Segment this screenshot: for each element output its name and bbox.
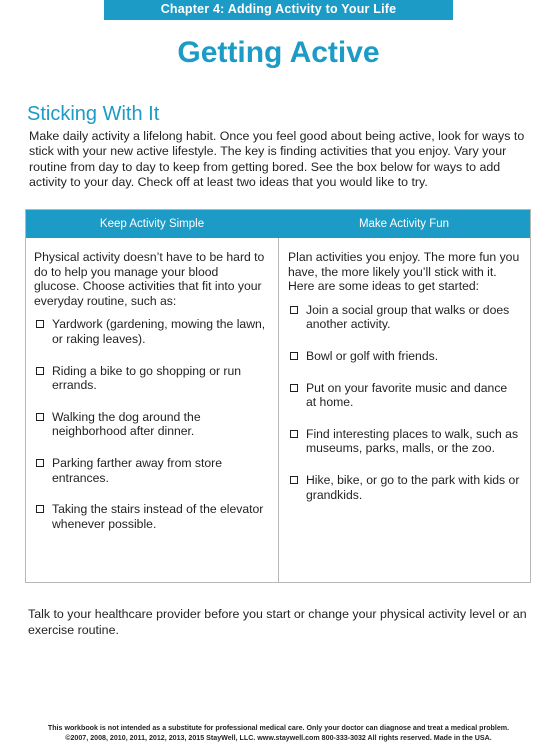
checklist-item-label: Join a social group that walks or does another activity. [306, 302, 510, 332]
keep-activity-simple-column [34, 250, 266, 548]
checkbox-icon[interactable] [290, 306, 298, 314]
checkbox-icon[interactable] [290, 384, 298, 392]
section-title: Sticking With It [27, 103, 160, 125]
checkbox-icon[interactable] [36, 320, 44, 328]
checklist-item-label: Yardwork (gardening, mowing the lawn, or raking leaves). [52, 317, 266, 346]
closing-note: Talk to your healthcare provider before you start or change your physical activity level or an exercise routine. [28, 607, 527, 637]
checklist-item[interactable] [34, 364, 266, 393]
checklist-item-label: Find interesting places to walk, such as museums, parks, malls, or the zoo. [306, 426, 519, 456]
checklist-item[interactable] [34, 410, 266, 439]
checklist-item[interactable] [288, 303, 520, 332]
checklist-item[interactable] [34, 456, 266, 485]
checklist-item[interactable] [288, 473, 520, 502]
checkbox-icon[interactable] [290, 352, 298, 360]
checkbox-icon[interactable] [290, 430, 298, 438]
checkbox-icon[interactable] [36, 459, 44, 467]
checklist-item-label: Put on your favorite music and dance at home. [306, 380, 508, 410]
checklist-item[interactable] [288, 381, 520, 410]
checkbox-icon[interactable] [36, 367, 44, 375]
section-intro: Make daily activity a lifelong habit. Once you feel good about being active, look for ways to stick with your new active lifestyle. The key is finding activities that you enjoy. Vary your routine from day to day to keep from getting bored. See the box below for ways to add activity to your day. Check off at least two ideas that you would like to try. [29, 129, 525, 190]
box-header [26, 210, 530, 238]
column-intro: Plan activities you enjoy. The more fun you have, the more likely you’ll stick with it. Here are some ideas to get started: [288, 250, 520, 294]
checklist-item-label: Taking the stairs instead of the elevator whenever possible. [52, 502, 264, 531]
footer [0, 724, 557, 743]
chapter-banner: Chapter 4: Adding Activity to Your Life [104, 0, 453, 20]
checklist-item[interactable] [288, 427, 520, 456]
checklist-item[interactable] [288, 349, 520, 364]
checklist-item[interactable] [34, 502, 266, 531]
heading-keep-activity-simple: Keep Activity Simple [99, 218, 205, 230]
checkbox-icon[interactable] [290, 476, 298, 484]
page-title: Getting Active [177, 36, 380, 69]
checklist-item-label: Hike, bike, or go to the park with kids or grandkids. [306, 472, 520, 502]
checklist [34, 317, 266, 531]
make-activity-fun-column [288, 250, 520, 519]
checklist-item-label: Riding a bike to go shopping or run errands. [52, 363, 242, 393]
disclaimer: This workbook is not intended as a substitute for professional medical care. Only your doctor can diagnose and treat a medical problem. [47, 724, 510, 732]
checklist-item-label: Bowl or golf with friends. [306, 348, 439, 363]
checklist-item-label: Parking farther away from store entrances. [52, 455, 223, 485]
checklist [288, 303, 520, 502]
checkbox-icon[interactable] [36, 505, 44, 513]
heading-make-activity-fun: Make Activity Fun [358, 218, 450, 230]
copyright: ©2007, 2008, 2010, 2011, 2012, 2013, 2015 StayWell, LLC. www.staywell.com 800-333-3032 All rights reserved. Made in the USA. [65, 733, 492, 742]
activity-ideas-box [25, 209, 531, 583]
checkbox-icon[interactable] [36, 413, 44, 421]
checklist-item[interactable] [34, 317, 266, 346]
column-intro: Physical activity doesn’t have to be hard to do to help you manage your blood glucose. Choose activities that fit into your everyday routine, such as: [34, 250, 265, 308]
checklist-item-label: Walking the dog around the neighborhood after dinner. [52, 409, 201, 439]
column-divider [278, 238, 279, 582]
